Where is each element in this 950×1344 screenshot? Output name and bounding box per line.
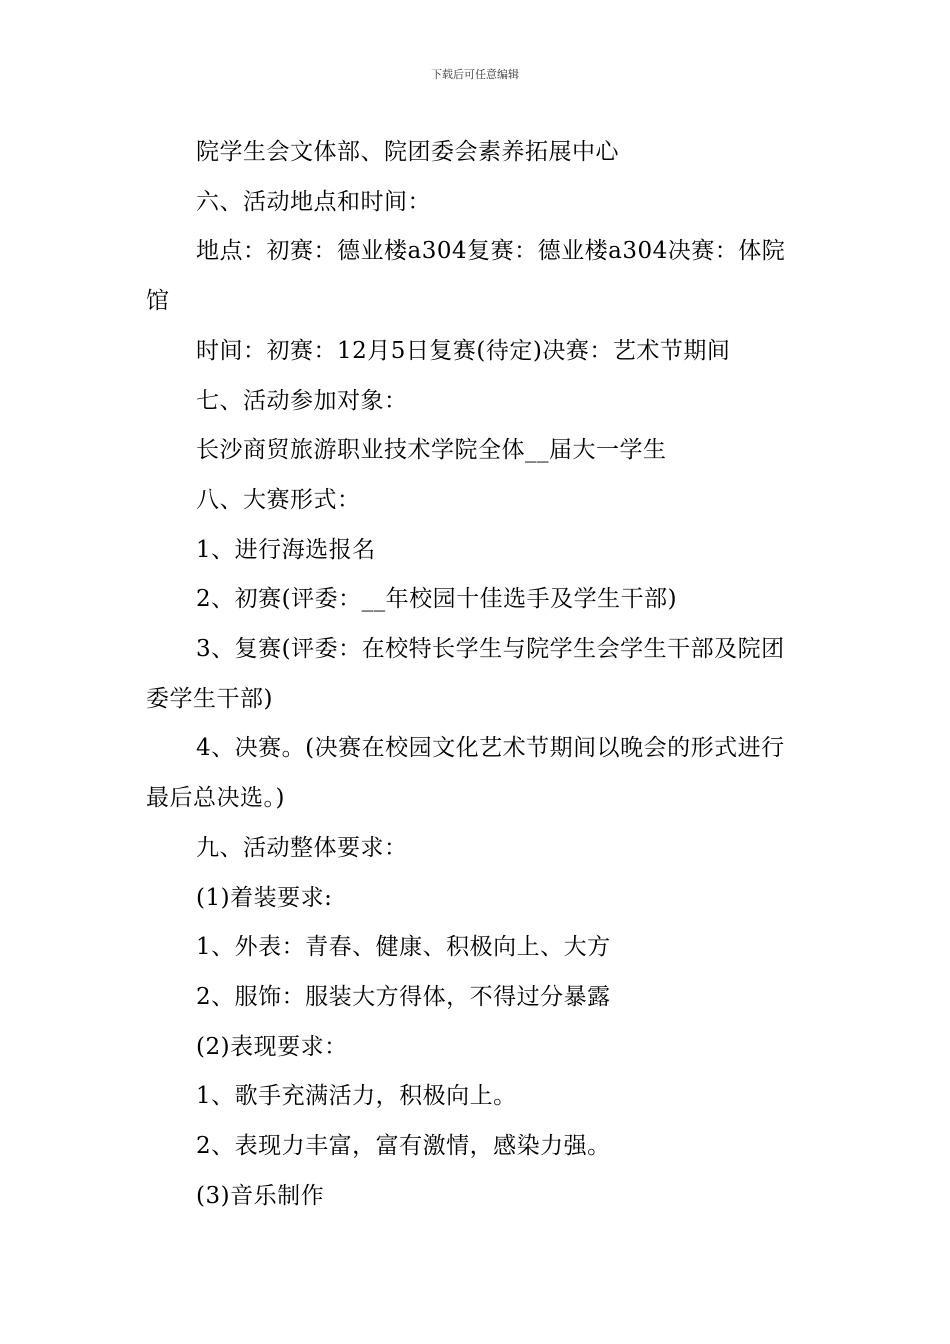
document-body <box>146 128 806 1221</box>
list-item: 4、决赛。(决赛在校园文化艺术节期间以晚会的形式进行最后总决选。) <box>146 735 785 812</box>
subheading-attire: (1)着装要求: <box>196 884 333 911</box>
paragraph-participants: 长沙商贸旅游职业技术学院全体__届大一学生 <box>196 437 667 464</box>
paragraph-organizer: 院学生会文体部、院团委会素养拓展中心 <box>196 139 619 165</box>
list-item: 1、进行海选报名 <box>196 536 376 563</box>
heading-requirements: 九、活动整体要求： <box>196 834 408 861</box>
list-item: 2、表现力丰富，富有激情，感染力强。 <box>196 1133 611 1160</box>
heading-location-time: 六、活动地点和时间： <box>196 188 431 215</box>
list-item: 1、歌手充满活力，积极向上。 <box>196 1083 517 1110</box>
heading-format: 八、大赛形式： <box>196 486 361 513</box>
list-item: 1、外表：青春、健康、积极向上、大方 <box>196 934 611 961</box>
list-item: 2、初赛(评委：__年校园十佳选手及学生干部) <box>196 586 678 613</box>
list-item: 2、服饰：服装大方得体，不得过分暴露 <box>196 983 611 1010</box>
list-item: 3、复赛(评委：在校特长学生与院学生会学生干部及院团委学生干部) <box>146 636 785 712</box>
page-header: 下载后可任意编辑 <box>431 68 519 81</box>
heading-participants: 七、活动参加对象： <box>196 387 408 414</box>
paragraph-time: 时间：初赛：12月5日复赛(待定)决赛：艺术节期间 <box>196 337 731 364</box>
subheading-performance: (2)表现要求： <box>196 1033 348 1060</box>
subheading-music: (3)音乐制作 <box>196 1182 325 1209</box>
paragraph-location: 地点：初赛：德业楼a304复赛：德业楼a304决赛：体院馆 <box>146 238 786 315</box>
